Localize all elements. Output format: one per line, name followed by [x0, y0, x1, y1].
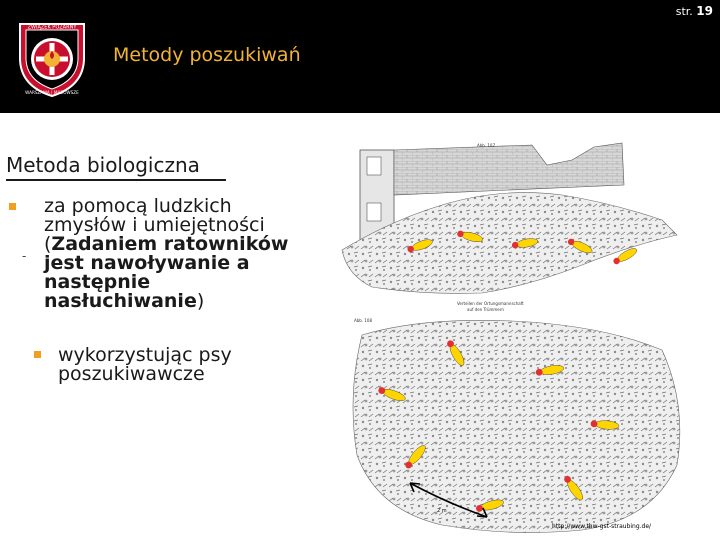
- source-url: http://www.thw-gst-straubing.de/: [552, 523, 652, 530]
- slide-header: [0, 0, 720, 113]
- rubble-search-illustration: [332, 125, 693, 540]
- logo-bottom-lettering: WARSZAWA | MAZOWSZE: [25, 90, 79, 95]
- dash-marker: -: [22, 249, 27, 263]
- window: [367, 157, 381, 175]
- distance-label: 2 m: [437, 508, 447, 514]
- section-subtitle: Metoda biologiczna: [6, 153, 200, 177]
- fire-department-logo-icon: [16, 18, 88, 98]
- square-bullet-icon: [9, 203, 16, 210]
- bullet-item-search-dogs: wykorzystując psy poszukiwawcze: [58, 344, 232, 385]
- rubble-pile-bottom: [353, 320, 680, 532]
- subtitle-underline: [6, 179, 226, 181]
- logo-top-lettering: ZWIĄZEK POŻARNY: [27, 24, 77, 31]
- figure-label-top: Abb. 107: [477, 143, 495, 148]
- slide-title: Metody poszukiwań: [113, 44, 301, 66]
- page-number: str. 19: [675, 4, 713, 18]
- figure-label-bottom: Abb. 108: [354, 318, 372, 323]
- bullet-item-human-senses: za pomocą ludzkich zmysłów i umiejętności (Zadaniem ratowników jest nawoływanie a następnie nasłuchiwanie): [44, 195, 289, 312]
- figure-caption-line2: auf den Trümmern: [467, 307, 504, 312]
- square-bullet-icon: [34, 351, 41, 358]
- window: [367, 203, 381, 221]
- figure-caption-line1: Verteilen der Ortungsmannschaft: [457, 301, 524, 306]
